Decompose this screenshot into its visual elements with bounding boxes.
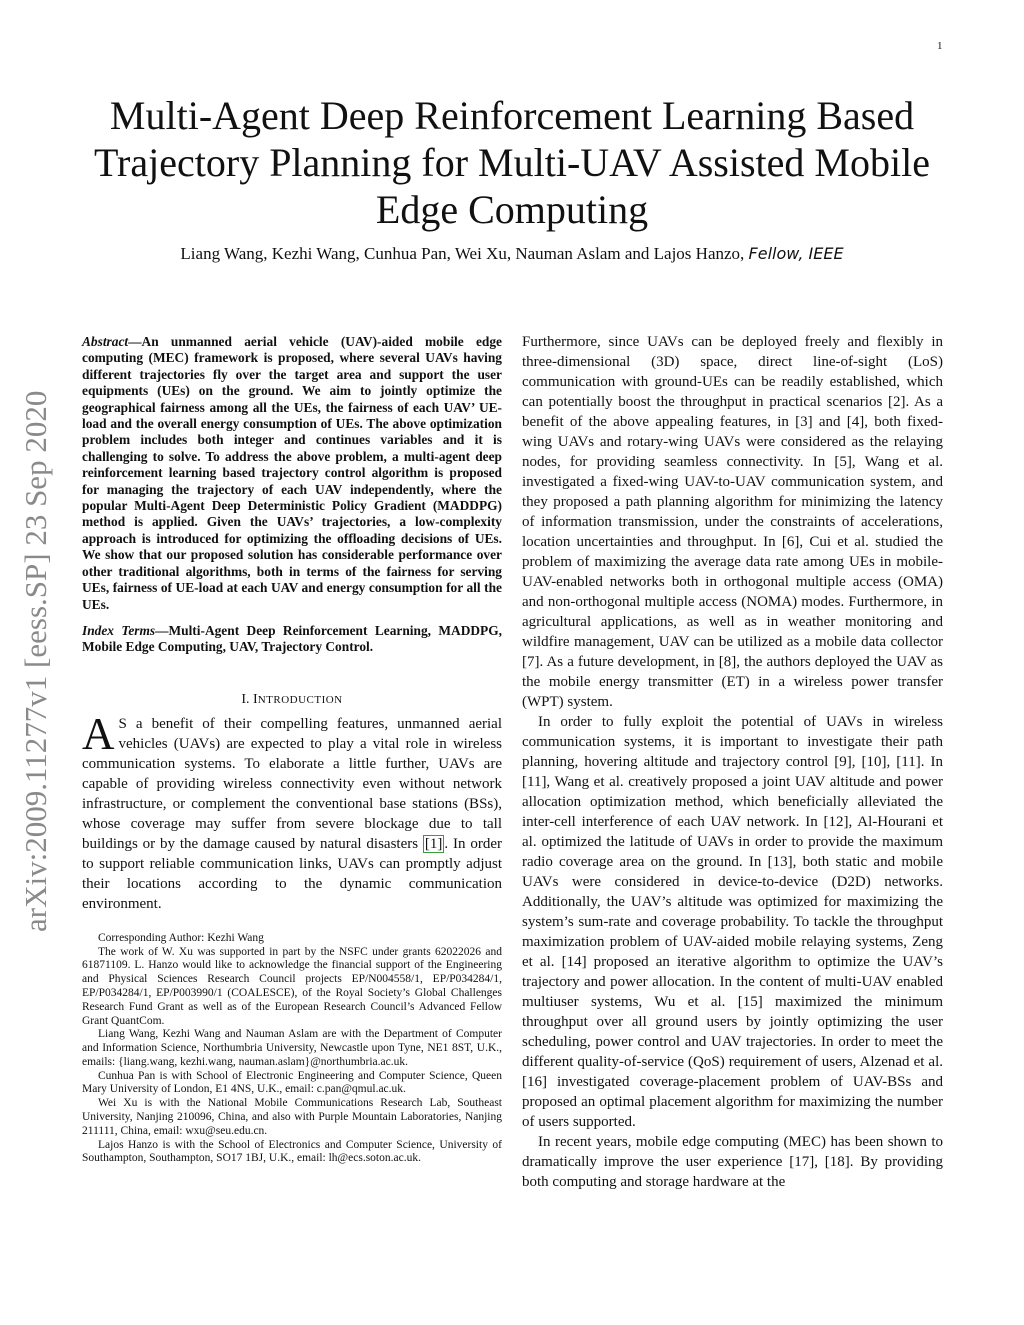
body-paragraph: Furthermore, since UAVs can be deployed freely and flexibly in three-dimensional (3D) space, direct line-of-sight (LoS) communication with ground-UEs can be readily established, which can potentially boost the throughput in practical scenarios [2]. As a benefit of the above appealing features, in [3] and [4], both fixed-wing UAVs and rotary-wing UAVs were considered as the relaying nodes, for providing seamless connectivity. In [5], Wang et al. investigated a fixed-wing UAV-to-UAV communication system, and they proposed a path planning algorithm for minimizing the latency of information transmission, under the constraints of accelerations, location uncertainties and throughput. In [6], Cui et al. studied the problem of maximizing the average data rate among UEs in mobile-UAV-enabled networks both in orthogonal multiple access (OMA) and non-orthogonal multiple access (NOMA) modes. Furthermore, in agricultural applications, as well as in weather monitoring and wildfire management, UAV can be utilized as a mobile data collector [7]. As a future development, in [8], the authors deployed the UAV as the mobile energy transmitter (ET) in a wireless power transfer (WPT) system. xyxy=(522,334,943,710)
arxiv-stamp: arXiv:2009.11277v1 [eess.SP] 23 Sep 2020 xyxy=(18,390,53,932)
page-number: 1 xyxy=(937,40,943,52)
index-terms-label: Index Terms xyxy=(82,622,156,638)
index-terms xyxy=(82,623,502,656)
author-list xyxy=(60,244,964,264)
footnote: Corresponding Author: Kezhi Wang xyxy=(98,931,264,944)
abstract-text: —An unmanned aerial vehicle (UAV)-aided mobile edge computing (MEC) framework is proposed, where several UAVs having different trajectories fly over the target area and support the user equipments (UEs) on the ground. We aim to jointly optimize the geographical fairness among all the UEs, the fairness of each UAV’ UE-load and the overall energy consumption of UEs. The above optimization problem includes both integer and continues variables and it is challenging to solve. To address the above problem, a multi-agent deep reinforcement learning based trajectory control algorithm is proposed for managing the trajectory of each UAV independently, where the popular Multi-Agent Deep Deterministic Policy Gradient (MADDPG) method is applied. Given the UAVs’ trajectories, a low-complexity approach is introduced for optimizing the offloading decisions of UEs. We show that our proposed solution has considerable performance over other traditional algorithms, both in terms of the fairness for serving UEs, fairness of UE-load at each UAV and energy consumption for all the UEs. xyxy=(82,334,502,612)
intro-text-before: S a benefit of their compelling features, unmanned aerial vehicles (UAVs) are expected to play a vital role in wireless communication systems. To elaborate a little further, UAVs are capable of providing wireless connectivity even without network infrastructure, or complement the conventional base stations (BSs), whose coverage may suffer from severe blockage due to tall buildings or by the damage caused by natural disasters xyxy=(82,715,502,852)
footnote: Lajos Hanzo is with the School of Electronics and Computer Science, University of Southampton, Southampton, SO17 1BJ, U.K., email: lh@ecs.soton.ac.uk. xyxy=(82,1138,502,1165)
section-number: I. xyxy=(241,691,254,707)
section-heading xyxy=(82,692,502,708)
author-names: Liang Wang, Kezhi Wang, Cunhua Pan, Wei Xu, Nauman Aslam and Lajos Hanzo, xyxy=(180,244,745,263)
footnote: The work of W. Xu was supported in part by the NSFC under grants 62022026 and 61871109. L. Hanzo would like to acknowledge the financial support of the Engineering and Physical Sciences Research Council projects EP/N004558/1, EP/P034284/1, EP/P034284/1, EP/P003990/1 (COALESCE), of the Royal Society’s Global Challenges Research Fund Grant as well as of the European Research Council’s Advanced Fellow Grant QuantCom. xyxy=(82,945,502,1027)
body-paragraph: In order to fully exploit the potential of UAVs in wireless communication systems, it is important to investigate their path planning, hovering altitude and trajectory control [9], [10], [11]. In [11], Wang et al. creatively proposed a joint UAV altitude and power allocation optimization method, which beneficially alleviated the inter-cell interference of each UAV network. In [12], Al-Hourani et al. optimized the latitude of UAVs in order to provide the maximum radio coverage area on the ground. In [13], both static and mobile UAVs were considered in device-to-device (D2D) networks. Additionally, the UAV’s altitude was optimized for maximizing the system’s sum-rate and coverage probability. To tackle the throughput maximization problem of UAV-aided mobile relaying systems, Zeng et al. [14] proposed an iterative algorithm to optimize the UAV’s trajectory and power allocation. In the content of multi-UAV enabled multiuser systems, Wu et al. [15] maximized the minimum throughput over all ground users by jointly optimizing the user scheduling, power control and UAV trajectories. In order to meet the different quality-of-service (QoS) requirement of users, Alzenad et al. [16] investigated coverage-placement problem of UAV-BSs and proposed an optimal placement algorithm for maximizing the number of users supported. xyxy=(522,714,943,1130)
body-paragraph: In recent years, mobile edge computing (MEC) has been shown to dramatically improve the user experience [17], [18]. By providing both computing and storage hardware at the xyxy=(522,1134,943,1190)
footnote: Liang Wang, Kezhi Wang and Nauman Aslam are with the Department of Computer and Information Science, Northumbria University, Newcastle upon Tyne, NE1 8ST, U.K., emails: {liang.wang, kezhi.wang, nauman.aslam}@northumbria.ac.uk. xyxy=(82,1028,502,1068)
section-first-letter: I xyxy=(253,691,258,707)
footnote: Cunhua Pan is with School of Electronic Engineering and Computer Science, Queen Mary University of London, E1 4NS, U.K., email: c.pan@qmul.ac.uk. xyxy=(82,1069,502,1096)
abstract-label: Abstract xyxy=(82,334,129,349)
section-title-rest: NTRODUCTION xyxy=(257,693,343,706)
citation-link[interactable]: [1] xyxy=(424,835,443,852)
intro-text-after: . In order to support reliable communication links, UAVs can promptly adjust their locations according to the dynamic communication environment. xyxy=(82,835,502,912)
abstract xyxy=(82,334,502,613)
author-fellow: Fellow, IEEE xyxy=(748,244,844,263)
index-terms-text: —Multi-Agent Deep Reinforcement Learning, MADDPG, Mobile Edge Computing, UAV, Trajectory Control. xyxy=(82,622,502,655)
intro-paragraph xyxy=(82,708,502,914)
footnotes xyxy=(82,932,502,1167)
footnote: Wei Xu is with the National Mobile Communications Research Lab, Southeast University, Nanjing 210096, China, and also with Purple Mountain Laboratories, Nanjing 211111, China, email: wxu@seu.edu.cn. xyxy=(82,1097,502,1137)
drop-cap: A xyxy=(82,708,115,759)
left-column xyxy=(82,334,502,1166)
paper-title: Multi-Agent Deep Reinforcement Learning Based Trajectory Planning for Multi-UAV Assisted Mobile Edge Computing xyxy=(94,93,930,232)
right-column xyxy=(522,332,943,1192)
